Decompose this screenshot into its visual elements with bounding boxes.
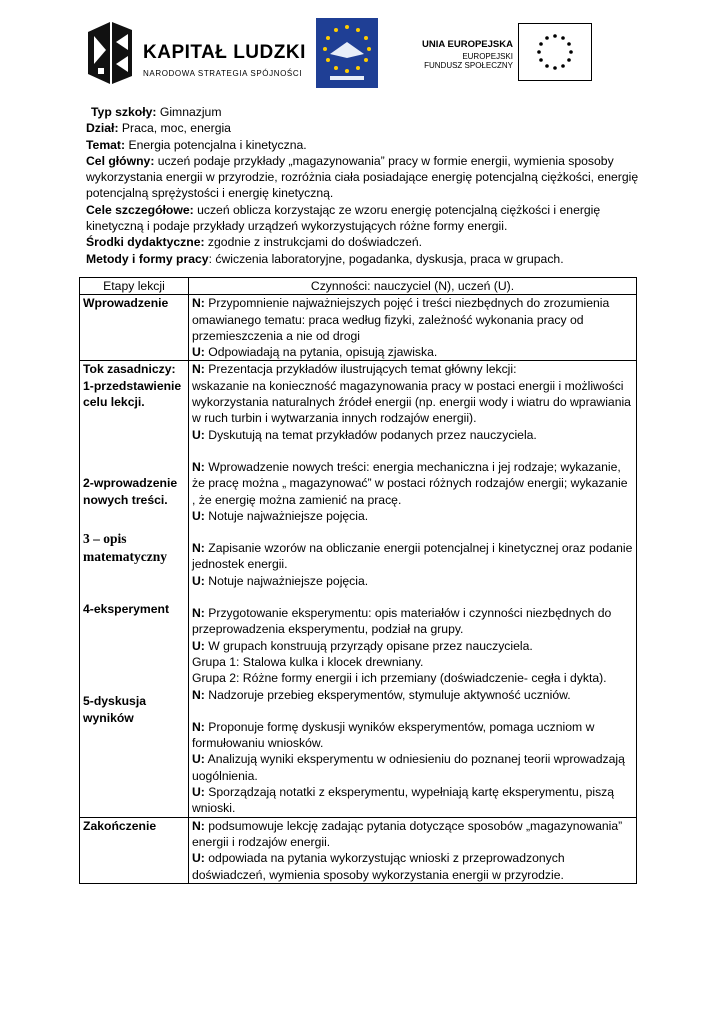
s2-n-label: N:: [192, 459, 205, 474]
section-value: Praca, moc, energia: [118, 121, 231, 136]
stage-cell-intro: [80, 295, 189, 361]
end-u-label: U:: [192, 851, 205, 866]
eu-logo: [414, 17, 594, 83]
table-row-main: [80, 361, 637, 817]
detailed-goals-label: Cele szczegółowe:: [86, 202, 194, 217]
stage-cell-main: [80, 361, 189, 817]
methods-value: : ćwiczenia laboratoryjne, pogadanka, dyskusja, praca w grupach.: [208, 251, 564, 266]
s3-n-text: Zapisanie wzorów na obliczanie energii potencjalnej i kinetycznej oraz podanie jednostek energii.: [192, 541, 633, 572]
intro-u-label: U:: [192, 345, 205, 360]
s4-n2-label: N:: [192, 687, 205, 702]
s2-u-text: Notuje najważniejsze pojęcia.: [204, 508, 369, 523]
school-type-label: Typ szkoły:: [91, 105, 157, 119]
activity-cell-main: [189, 361, 637, 817]
kapital-ludzki-emblem-icon: [88, 22, 132, 84]
stage-4: 4-eksperyment: [83, 601, 170, 616]
topic-line: [86, 137, 646, 153]
s4-u-label: U:: [192, 638, 205, 653]
topic-value: Energia potencjalna i kinetyczna.: [125, 137, 307, 152]
eu-fund-line1: EUROPEJSKI: [462, 52, 513, 61]
end-n-label: N:: [192, 818, 205, 833]
detailed-goals-line: [86, 202, 646, 235]
main-goal-label: Cel główny:: [86, 153, 155, 168]
kapital-ludzki-subtitle: NARODOWA STRATEGIA SPÓJNOŚCI: [143, 69, 303, 78]
s3-u-label: U:: [192, 573, 205, 588]
s3-n-label: N:: [192, 541, 205, 556]
lesson-info: [86, 104, 646, 267]
s4-u-text: W grupach konstruują przyrządy opisane przez nauczyciela.: [204, 638, 533, 653]
s4-teacher-2: [192, 687, 633, 703]
stage-2: 2-wprowadzenie nowych treści.: [83, 476, 178, 507]
s5-teacher: [192, 719, 633, 752]
s5-u2-label: U:: [192, 785, 205, 800]
s4-n-label: N:: [192, 606, 205, 621]
s1-n-line2: wskazanie na konieczność magazynowania pracy w postaci energii i możliwości wykorzystania naturalnych źródeł energii (np. energii wody i wiatru do wprawiania w ruch turbin i wytwarzania innych rodzajów energii).: [192, 378, 631, 426]
lesson-plan-table: [79, 277, 637, 884]
teaching-aids-label: Środki dydaktyczne:: [86, 235, 205, 250]
eu-fund-line2: FUNDUSZ SPOŁECZNY: [424, 61, 513, 70]
s1-n-line1: Prezentacja przykładów ilustrujących temat główny lekcji:: [204, 362, 517, 377]
methods-line: [86, 251, 646, 267]
s5-u2-text: Sporządzają notatki z eksperymentu, wypełniają kartę eksperymentu, piszą wnioski.: [192, 785, 615, 816]
section-label: Dział:: [86, 121, 119, 136]
intro-student: [192, 344, 633, 360]
table-header-row: [80, 278, 637, 295]
section-line: [86, 120, 646, 136]
school-type-value: Gimnazjum: [156, 105, 222, 119]
stage-end: Zakończenie: [83, 818, 157, 833]
s4-n2-text: Nadzoruje przebieg eksperymentów, stymuluje aktywność uczniów.: [204, 687, 571, 702]
activity-cell-end: [189, 817, 637, 883]
s5-u-text: Analizują wyniki eksperymentu w odniesieniu do poznanej teorii wprowadzają uogólnienia.: [192, 752, 625, 783]
intro-n-text: Przypomnienie najważniejszych pojęć i treści niezbędnych do zrozumienia omawianego tematu: praca według fizyki, zależność wykonania pracy od przemieszczenia a nie od drogi: [192, 296, 610, 343]
s3-student: [192, 573, 633, 589]
stage-3: 3 – opis matematyczny: [83, 530, 167, 564]
s5-n-label: N:: [192, 719, 205, 734]
teaching-aids-line: [86, 234, 646, 250]
end-student: [192, 850, 633, 883]
s4-teacher: [192, 605, 633, 638]
s1-n-label: N:: [192, 362, 205, 377]
detailed-goals-value: uczeń oblicza korzystając ze wzoru energię potencjalną ciężkości i energię kinetyczną i podaje przykłady urządzeń wykorzystujących różne formy energii.: [86, 202, 601, 234]
topic-label: Temat:: [86, 137, 126, 152]
activity-cell-intro: [189, 295, 637, 361]
end-n-text: podsumowuje lekcję zadając pytania dotyczące sposobów „magazynowania” energii i rodzajów energii.: [192, 818, 623, 849]
intro-u-text: Odpowiadają na pytania, opisują zjawiska.: [204, 345, 438, 360]
kapital-ludzki-title: KAPITAŁ LUDZKI: [143, 42, 306, 63]
stage-intro: Wprowadzenie: [83, 296, 169, 311]
end-teacher: [192, 818, 633, 851]
s5-student-2: [192, 784, 633, 817]
s5-u-label: U:: [192, 752, 205, 767]
main-goal-value: uczeń podaje przykłady „magazynowania” pracy w formie energii, wymienia sposoby wykorzystania energii w przyrodzie, rozróżnia ciała posiadające energię potencjalną ciężkości, energię potencjalną sprężystości i energię kinetyczną.: [86, 153, 639, 201]
col-header-stages: Etapy lekcji: [80, 278, 189, 295]
methods-label: Metody i formy pracy: [86, 251, 209, 266]
stage-main-title: Tok zasadniczy:: [83, 362, 176, 377]
intro-teacher: [192, 295, 633, 344]
s3-teacher: [192, 540, 633, 573]
end-u-text: odpowiada na pytania wykorzystując wnioski z przeprowadzonych doświadczeń, wymienia sposoby wykorzystania energii w przyrodzie.: [192, 851, 565, 882]
eu-flag-icon: [518, 23, 592, 81]
s4-group2: Grupa 2: Różne formy energii i ich przemiany (doświadczenie- cegła i dykta).: [192, 671, 607, 686]
s1-student: [192, 427, 633, 443]
table-row-end: [80, 817, 637, 883]
eu-title: UNIA EUROPEJSKA: [422, 39, 513, 50]
stage-1: 1-przedstawienie celu lekcji.: [83, 378, 182, 410]
s2-n-text: Wprowadzenie nowych treści: energia mechaniczna i jej rodzaje; wykazanie, że pracę można „ magazynować” w postaci różnych rodzajów energii; wykazanie , że energię można zamienić na pracę.: [192, 459, 628, 507]
s1-u-label: U:: [192, 427, 205, 442]
intro-n-label: N:: [192, 296, 205, 311]
page-header: [0, 0, 725, 100]
s1-u-text: Dyskutują na temat przykładów podanych przez nauczyciela.: [204, 427, 537, 442]
teaching-aids-value: zgodnie z instrukcjami do doświadczeń.: [204, 235, 422, 250]
s4-n-text: Przygotowanie eksperymentu: opis materiałów i czynności niezbędnych do przeprowadzenia eksperymentu, podział na grupy.: [192, 606, 612, 637]
s1-teacher-intro: [192, 361, 633, 377]
main-goal-line: [86, 153, 646, 202]
school-type-line: [86, 104, 646, 120]
s4-student: [192, 638, 633, 654]
col-header-activities: Czynności: nauczyciel (N), uczeń (U).: [189, 278, 637, 295]
s2-student: [192, 508, 633, 524]
stage-5: 5-dyskusja wyników: [83, 694, 147, 725]
nss-emblem-icon: [316, 18, 378, 88]
eu-text: [419, 39, 513, 70]
stage-cell-end: [80, 817, 189, 883]
s5-student: [192, 751, 633, 784]
kapital-ludzki-logo: [88, 22, 308, 84]
s5-n-text: Proponuje formę dyskusji wyników eksperymentów, pomaga uczniom w formułowaniu wniosków.: [192, 719, 595, 751]
table-row-intro: [80, 295, 637, 361]
s4-group1: Grupa 1: Stalowa kulka i klocek drewniany.: [192, 654, 424, 669]
s2-teacher: [192, 459, 633, 508]
s2-u-label: U:: [192, 508, 205, 523]
s3-u-text: Notuje najważniejsze pojęcia.: [204, 573, 369, 588]
